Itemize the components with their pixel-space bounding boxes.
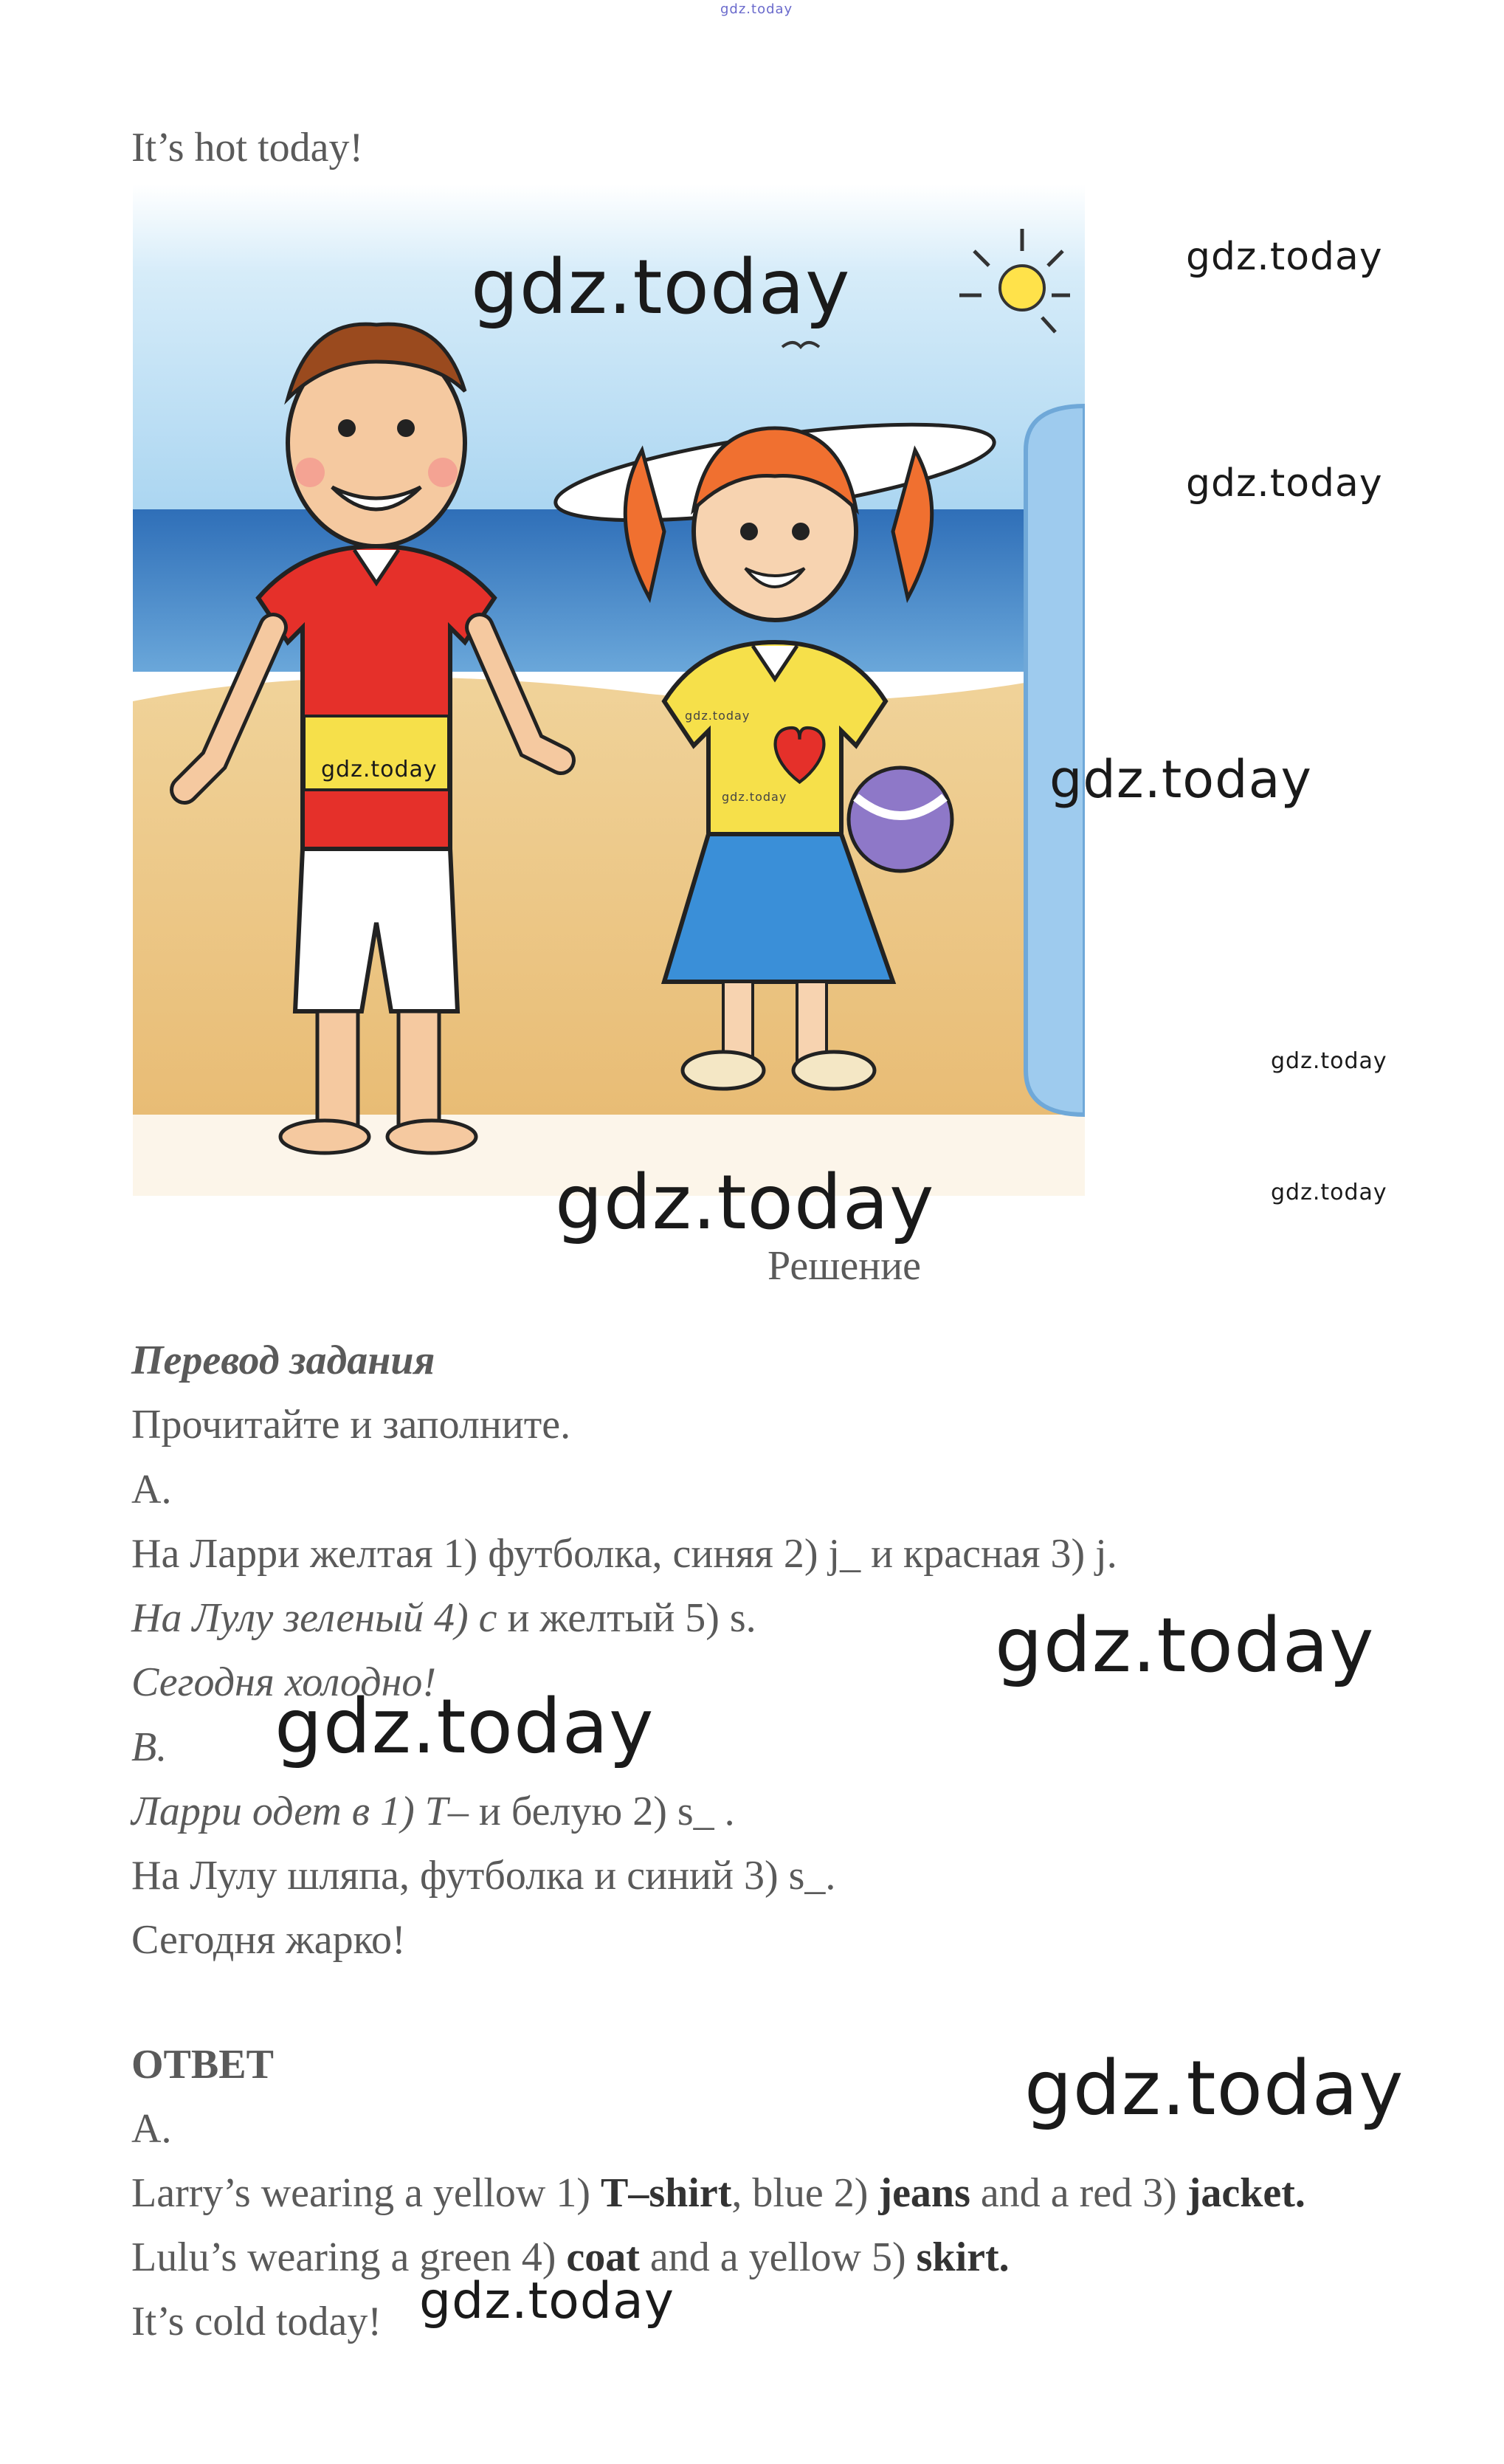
answer-jacket: jacket. [1187,2170,1305,2216]
translation-b-line2: На Лулу шляпа, футболка и синий 3) s_. [131,1853,836,1899]
translation-section-b: В. [131,1724,168,1770]
translation-a-line2 [131,1592,756,1644]
answer-tshirt: T–shirt [601,2170,732,2216]
right-watermark-5: gdz.today [1271,1180,1387,1205]
answer-heading: ОТВЕТ [131,2042,274,2088]
girl-shirt-watermark-top: gdz.today [685,709,751,723]
answer-coat: coat [566,2234,640,2280]
translation-b-watermark: gdz.today [275,1683,655,1771]
answer-section-a: A. [131,2106,172,2152]
solution-label: Решение [767,1243,922,1289]
right-watermark-4: gdz.today [1271,1048,1387,1074]
answer-line1-text-1: Larry’s wearing a yellow 1) [131,2170,601,2216]
beach-illustration [133,185,1085,1196]
header-watermark: gdz.today [720,1,793,17]
right-watermark-1: gdz.today [1186,235,1383,279]
right-watermark-3: gdz.today [1049,749,1312,810]
right-watermark-2: gdz.today [1186,461,1383,506]
shirt-watermark: gdz.today [321,757,438,782]
answer-line1 [131,2167,1305,2219]
girl-shirt-watermark-mid: gdz.today [722,790,787,804]
translation-b-line1-italic: Ларри одет в 1) Т– [131,1789,469,1834]
translation-a-line2-rest: и желтый 5) s. [497,1595,756,1641]
translation-b-line3: Сегодня жарко! [131,1917,406,1963]
translation-b-line1 [131,1786,735,1837]
answer-line1-text-3: and a red 3) [970,2170,1187,2216]
translation-a-line1: На Ларри желтая 1) футболка, синяя 2) j_ и красная 3) j. [131,1531,1117,1577]
translation-a-line3: Сегодня холодно! [131,1659,437,1705]
answer-line1-text-2: , blue 2) [731,2170,879,2216]
answer-line3: It’s cold today! [131,2299,382,2344]
answer-line2-text-2: and a yellow 5) [639,2234,917,2280]
answer-jeans: jeans [878,2170,970,2216]
top-line: It’s hot today! [131,125,364,171]
translation-b-line1-rest: и белую 2) s_ . [468,1789,735,1834]
answer-bottom-watermark: gdz.today [419,2272,675,2330]
sky-watermark: gdz.today [471,244,851,331]
translation-section-a: А. [131,1467,172,1513]
translation-instruction: Прочитайте и заполните. [131,1402,571,1448]
answer-line2-text-1: Lulu’s wearing a green 4) [131,2234,567,2280]
translation-right-watermark: gdz.today [995,1602,1375,1690]
translation-a-line2-italic: На Лулу зеленый 4) с [131,1595,497,1641]
answer-skirt: skirt. [916,2234,1010,2280]
answer-right-watermark: gdz.today [1024,2045,1404,2133]
below-image-watermark: gdz.today [555,1159,935,1247]
translation-heading: Перевод задания [131,1338,435,1383]
